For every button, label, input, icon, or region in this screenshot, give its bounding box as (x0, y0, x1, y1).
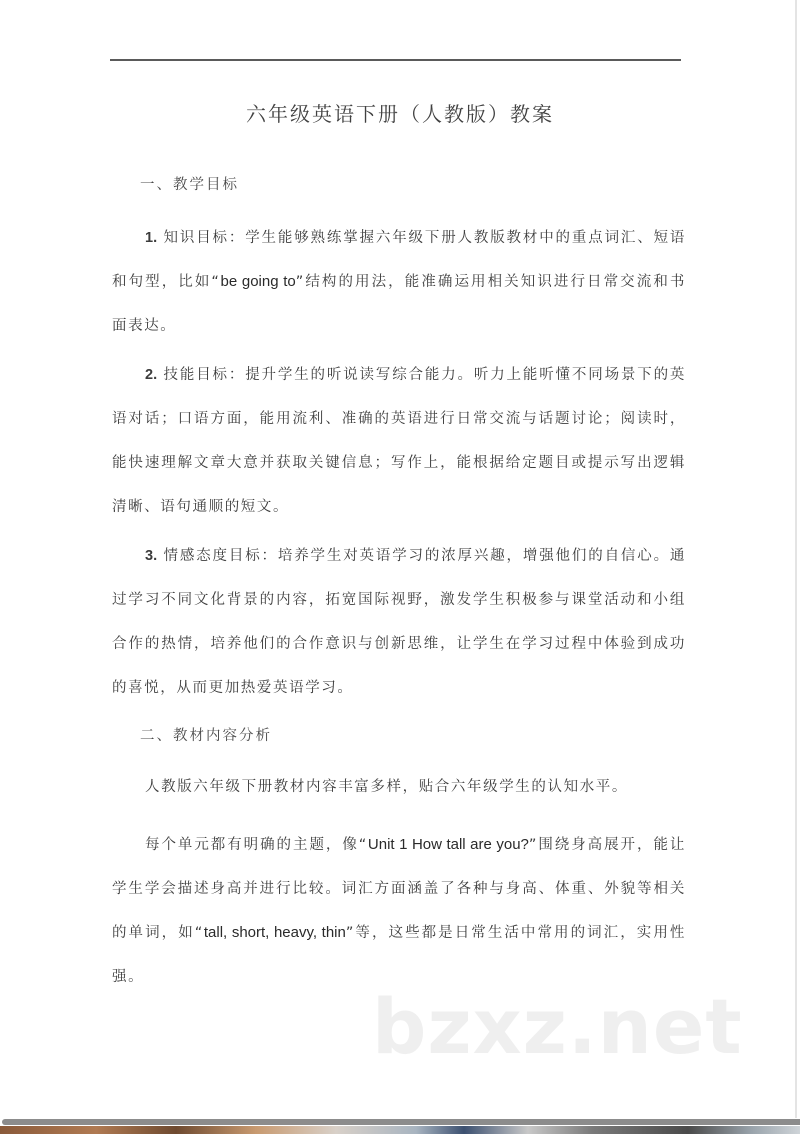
english-phrase: tall, short, heavy, thin (203, 924, 346, 941)
paragraph-text: ”围绕身高展开，能让学生学会描述身高并进行比较。词汇方面涵盖了各种与身高、体重、外貌等相关的单词，如“ (112, 837, 686, 941)
document-title: 六年级英语下册（人教版）教案 (246, 102, 554, 126)
paragraph-text: 人教版六年级下册教材内容丰富多样，贴合六年级学生的认知水平。 (145, 779, 628, 795)
paragraph-knowledge-goal (112, 216, 686, 348)
header-rule (110, 59, 681, 61)
paragraph-text: ”结构的用法，能准确运用相关知识进行日常交流和书面表达。 (112, 274, 686, 334)
paragraph-text: ”等，这些都是日常生活中常用的词汇，实用性强。 (112, 925, 686, 985)
section-heading-teaching-goals: 一、教学目标 (140, 177, 239, 193)
watermark: bzxz.net (372, 982, 743, 1071)
paragraph-unit-theme (112, 823, 686, 999)
paragraph-attitude-goal (112, 534, 686, 710)
paragraph-textbook-overview (112, 765, 686, 809)
paragraph-text: 每个单元都有明确的主题，像“ (145, 837, 368, 853)
item-number: 3. (145, 548, 158, 564)
section-heading-textbook-analysis: 二、教材内容分析 (140, 728, 272, 744)
english-phrase: be going to (220, 273, 296, 290)
page-bottom-scrollbar[interactable] (2, 1119, 800, 1125)
english-phrase: Unit 1 How tall are you? (367, 836, 529, 853)
next-page-preview-strip (0, 1126, 800, 1134)
item-number: 1. (145, 230, 158, 246)
paragraph-text: 情感态度目标：培养学生对英语学习的浓厚兴趣，增强他们的自信心。通过学习不同文化背景的内容，拓宽国际视野，激发学生积极参与课堂活动和小组合作的热情，培养他们的合作意识与创新思维，让学生在学习过程中体验到成功的喜悦，从而更加热爱英语学习。 (112, 548, 686, 696)
item-number: 2. (145, 367, 158, 383)
paragraph-text: 技能目标：提升学生的听说读写综合能力。听力上能听懂不同场景下的英语对话；口语方面，能用流利、准确的英语进行日常交流与话题讨论；阅读时，能快速理解文章大意并获取关键信息；写作上，能根据给定题目或提示写出逻辑清晰、语句通顺的短文。 (112, 367, 686, 515)
paragraph-skill-goal (112, 353, 686, 529)
paragraph-text: 知识目标：学生能够熟练掌握六年级下册人教版教材中的重点词汇、短语和句型，比如“ (112, 230, 686, 290)
